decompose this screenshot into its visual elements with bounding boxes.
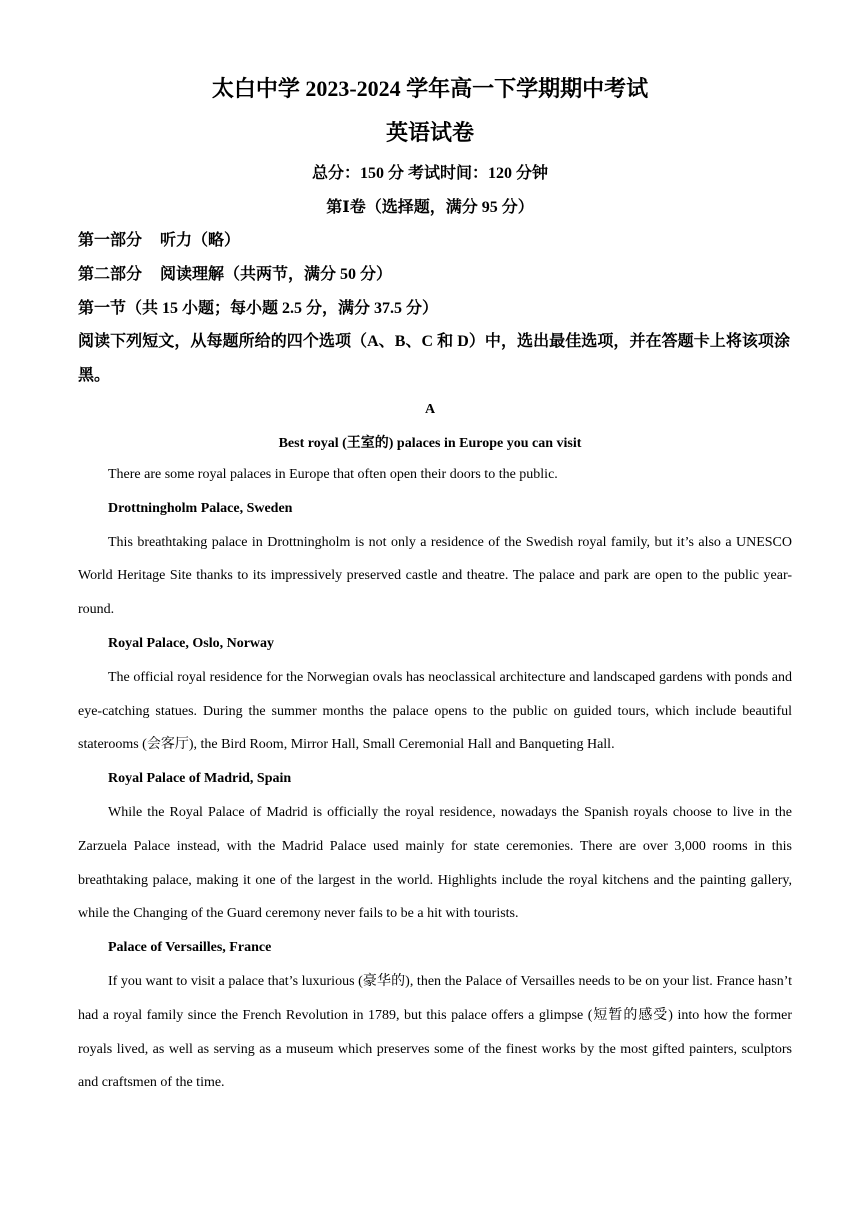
palace-heading: Royal Palace of Madrid, Spain (108, 771, 292, 787)
exam-title: 太白中学 2023-2024 学年高一下学期期中考试 (211, 76, 649, 101)
part-two-heading (78, 263, 788, 287)
part-two-label: 第二部分 (78, 266, 143, 283)
volume-heading: 第Ⅰ卷（选择题，满分 95 分） (326, 199, 534, 216)
exam-subject: 英语试卷 (385, 120, 474, 145)
passage-body (78, 458, 792, 1100)
part-two-text: 阅读理解（共两节，满分 50 分） (160, 266, 393, 283)
palace-heading: Royal Palace, Oslo, Norway (108, 635, 275, 651)
section-one-heading: 第一节（共 15 小题；每小题 2.5 分，满分 37.5 分） (78, 300, 439, 317)
passage-title: Best royal (王室的) palaces in Europe you can visit (278, 436, 582, 451)
part-one-heading (78, 229, 788, 253)
palace-heading: Palace of Versailles, France (108, 940, 272, 956)
part-one-text: 听力（略） (160, 232, 241, 249)
passage-intro: There are some royal palaces in Europe that often open their doors to the public. (108, 467, 558, 482)
part-one-label: 第一部分 (78, 232, 143, 249)
palace-paragraph: The official royal residence for the Norwegian ovals has neoclassical architecture and landscaped gardens with ponds and eye-catching statues. During the summer months the palace opens to the public on guided tours, which include beautiful staterooms (会客厅), the Bird Room, Mirror Hall, Small Ceremonial Hall and Banqueting Hall. (78, 669, 792, 753)
palace-heading: Drottningholm Palace, Sweden (108, 500, 293, 516)
reading-instructions: 阅读下列短文，从每题所给的四个选项（A、B、C 和 D）中，选出最佳选项，并在答题卡上将该项涂黑。 (78, 333, 790, 384)
score-time-info: 总分：150 分 考试时间：120 分钟 (311, 165, 548, 182)
palace-paragraph: If you want to visit a palace that’s luxurious (豪华的), then the Palace of Versailles needs to be on your list. France hasn’t had a royal family since the French Revolution in 1789, but this palace offers a glimpse (短暂的感受) into how the former royals lived, as well as serving as a museum which preserves some of the finest works by the most gifted painters, sculptors and craftsmen of the time. (78, 973, 792, 1091)
palace-paragraph: While the Royal Palace of Madrid is officially the royal residence, nowadays the Spanish royals choose to live in the Zarzuela Palace instead, with the Madrid Palace used mainly for state ceremonies. There are over 3,000 rooms in this breathtaking palace, making it one of the largest in the world. Highlights include the royal kitchens and the painting gallery, while the Changing of the Guard ceremony never fails to be a hit with tourists. (78, 804, 792, 922)
passage-letter: A (424, 402, 436, 417)
palace-paragraph: This breathtaking palace in Drottningholm is not only a residence of the Swedish royal family, but it’s also a UNESCO World Heritage Site thanks to its impressively preserved castle and theatre. The palace and park are open to the public year-round. (78, 534, 792, 618)
